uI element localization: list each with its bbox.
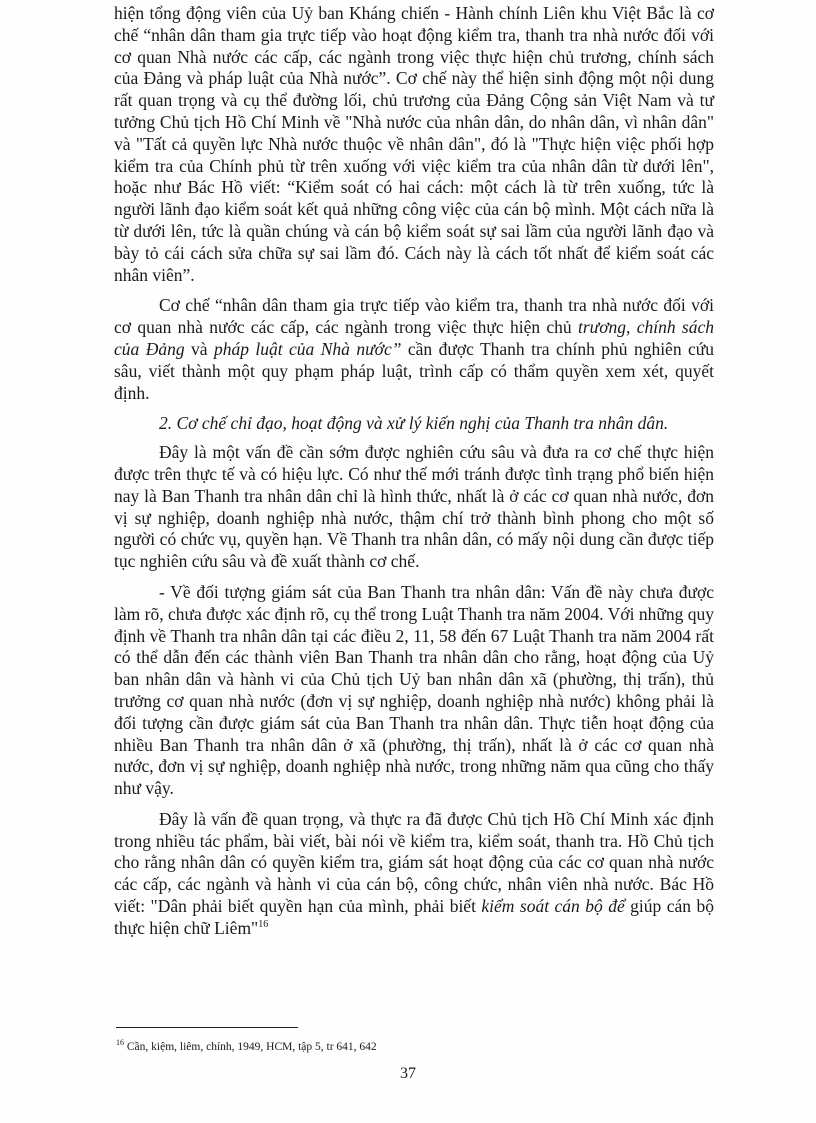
paragraph-5-italic: kiểm soát cán bộ để: [481, 896, 625, 917]
paragraph-4: - Về đối tượng giám sát của Ban Thanh tra nhân dân: Vấn đề này chưa được làm rõ, chưa được xác định rõ, cụ thể trong Luật Thanh tra năm 2004. Với những quy định về Thanh tra nhân dân tại các điều 2, 11, 58 đến 67 Luật Thanh tra năm 2004 rất có thể dẫn đến các thành viên Ban Thanh tra nhân dân cho rằng, hoạt động của Uỷ ban nhân dân và hành vi của Chủ tịch Uỷ ban nhân dân xã (phường, thị trấn), thủ trưởng cơ quan nhà nước (đơn vị sự nghiệp, doanh nghiệp nhà nước) không phải là đối tượng cần được giám sát của Ban Thanh tra nhân dân. Thực tiễn hoạt động của nhiều Ban Thanh tra nhân dân ở xã (phường, thị trấn), nhất là ở các cơ quan nhà nước, đơn vị sự nghiệp, doanh nghiệp nhà nước, trong những năm qua cũng cho thấy như vậy.: [114, 581, 714, 799]
paragraph-2-text-a: Cơ chế “nhân dân tham gia trực tiếp vào kiểm tra, thanh tra nhà nước đối với cơ quan nhà nước các cấp, các ngành trong việc thực hiện chủ: [114, 295, 714, 338]
body-text: [114, 3, 714, 949]
paragraph-5: [114, 809, 714, 940]
footnote: [116, 1040, 676, 1054]
footnote-separator: [116, 1027, 298, 1028]
section-heading-2: 2. Cơ chế chỉ đạo, hoạt động và xử lý kiến nghị của Thanh tra nhân dân.: [159, 413, 669, 434]
footnote-marker: 16: [116, 1038, 124, 1048]
paragraph-3: Đây là một vấn đề cần sớm được nghiên cứu sâu và đưa ra cơ chế thực hiện được trên thực tế và có hiệu lực. Có như thế mới tránh được tình trạng phổ biến hiện nay là Ban Thanh tra nhân dân chỉ là hình thức, nhất là ở các cơ quan nhà nước, đơn vị sự nghiệp, doanh nghiệp nhà nước, thậm chí trở thành bình phong cho một số người có chức vụ, quyền hạn. Về Thanh tra nhân dân, có mấy nội dung cần được tiếp tục nghiên cứu sâu và đề xuất thành cơ chế.: [114, 442, 714, 572]
paragraph-5-text-a: Đây là vấn đề quan trọng, và thực ra đã được Chủ tịch Hồ Chí Minh xác định trong nhiều tác phẩm, bài viết, bài nói về kiểm tra, kiểm soát, thanh tra. Hồ Chủ tịch cho rằng nhân dân có quyền kiểm tra, giám sát hoạt động của các cơ quan nhà nước các cấp, các ngành và hành vi của cán bộ, công chức, nhân viên nhà nước. Bác Hồ viết: "Dân phải biết quyền hạn của mình, phải biết: [114, 808, 714, 917]
paragraph-2: [114, 295, 714, 404]
paragraph-1: hiện tổng động viên của Uỷ ban Kháng chiến - Hành chính Liên khu Việt Bắc là cơ chế “nhân dân tham gia trực tiếp vào hoạt động kiểm tra, thanh tra nhà nước đối với cơ quan Nhà nước các cấp, các ngành trong việc thực hiện chủ trương, chính sách của Đảng và pháp luật của Nhà nước”. Cơ chế này thể hiện sinh động một nội dung rất quan trọng và cụ thể đường lối, chủ trương của Đảng Cộng sản Việt Nam và tư tưởng Chủ tịch Hồ Chí Minh về "Nhà nước của nhân dân, do nhân dân, vì nhân dân" và "Tất cả quyền lực Nhà nước thuộc về nhân dân", đó là "Thực hiện việc phối hợp kiểm tra của Chính phủ từ trên xuống với việc kiểm tra của nhân dân từ dưới lên", hoặc như Bác Hồ viết: “Kiểm soát có hai cách: một cách là từ trên xuống, tức là người lãnh đạo kiểm soát kết quả những công việc của cán bộ mình. Một cách nữa là từ dưới lên, tức là quần chúng và cán bộ kiểm soát sự sai lầm của người lãnh đạo và bày tỏ cái cách sửa chữa sự sai lầm đó. Cách này là cách tốt nhất để kiểm soát các nhân viên”.: [114, 3, 714, 285]
paragraph-2-italic-2: pháp luật của Nhà nước”: [213, 338, 402, 359]
paragraph-2-text-b: và: [184, 338, 214, 359]
footnote-text: Cần, kiệm, liêm, chính, 1949, HCM, tập 5, tr 641, 642: [124, 1041, 377, 1053]
footnote-reference: 16: [258, 919, 269, 931]
paragraph-2-text-c: cần được Thanh tra chính phủ nghiên cứu sâu, viết thành một quy phạm pháp luật, trình cấp có thẩm quyền xem xét, quyết định.: [114, 338, 715, 403]
paragraph-5-text-b: giúp cán bộ thực hiện chữ Liêm": [114, 896, 714, 938]
paragraph-2-italic-1: trương, chính sách của Đảng: [114, 317, 714, 359]
page-number: 37: [400, 1065, 416, 1082]
